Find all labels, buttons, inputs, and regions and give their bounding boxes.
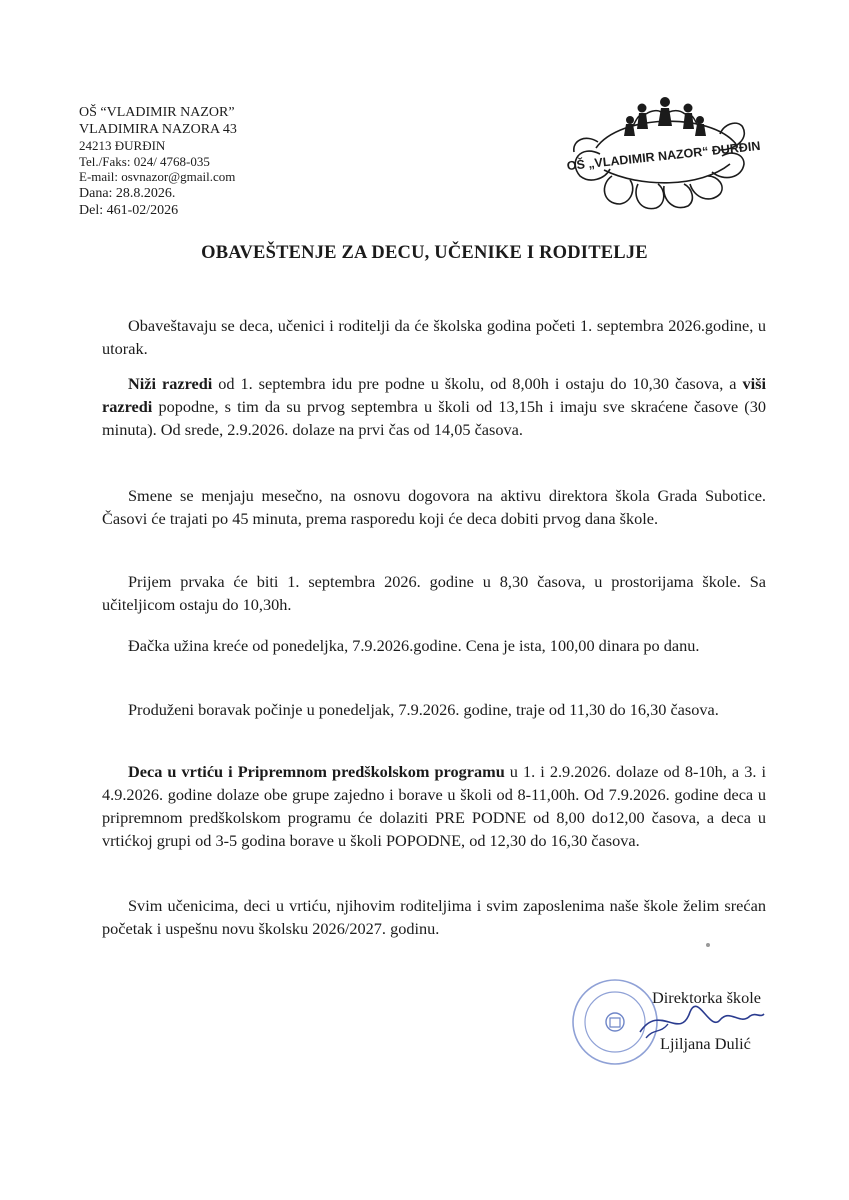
signature-role: Direktorka škole (652, 988, 761, 1007)
logo-text: OŠ „VLADIMIR NAZOR“ ĐURĐIN (566, 138, 762, 174)
paragraph-schedule (102, 372, 766, 441)
school-street: VLADIMIRA NAZORA 43 (79, 122, 237, 137)
school-header (79, 104, 237, 219)
paragraph-start-date: Obaveštavaju se deca, učenici i roditelji da će školska godina početi 1. septembra 2026.godine, u utorak. (102, 316, 766, 358)
school-email: E-mail: osvnazor@gmail.com (79, 169, 236, 185)
school-phone: Tel./Faks: 024/ 4768-035 (79, 153, 210, 169)
signature-block (570, 972, 780, 1082)
lower-grades-label: Niži razredi (128, 374, 213, 393)
paragraph-shifts: Smene se menjaju mesečno, na osnovu dogovora na aktivu direktora škola Grada Subotice. Časovi će trajati po 45 minuta, prema rasporedu koji će deca dobiti prvog dana škole. (102, 486, 766, 528)
signature-name: Ljiljana Dulić (660, 1034, 751, 1053)
document-date: Dana: 28.8.2026. (79, 185, 176, 201)
paragraph-kindergarten (102, 760, 766, 852)
paragraph-extended-stay: Produženi boravak počinje u ponedeljak, 7.9.2026. godine, traje od 11,30 do 16,30 časova. (128, 700, 719, 719)
school-name: OŠ “VLADIMIR NAZOR” (79, 105, 235, 120)
paragraph-greeting: Svim učenicima, deci u vrtiću, njihovim roditeljima i svim zaposlenima naše škole želim srećan početak i uspešnu novu školsku 2026/2027. godinu. (102, 896, 766, 938)
upper-grades-label: viši razredi (102, 374, 766, 416)
document-title: OBAVEŠTENJE ZA DECU, UČENIKE I RODITELJE (201, 243, 648, 263)
kindergarten-text: u 1. i 2.9.2026. dolaze od 8-10h, a 3. i 4.9.2026. godine dolaze obe grupe zajedno i borave u školi od 8-11,00h. Od 7.9.2026. godine deca u pripremnom predškolskom programu će dolaziti PRE PODNE od 8,00 do12,00 časova, a deca u vrtićkoj grupi od 3-5 godina borave u školi POPODNE, od 12,30 do 16,30 časova. (102, 762, 766, 850)
schedule-text-1: od 1. septembra idu pre podne u školu, od 8,00h i ostaju do 10,30 časova, a (212, 374, 743, 393)
school-logo-icon (560, 84, 770, 218)
paragraph-snack: Đačka užina kreće od ponedeljka, 7.9.2026.godine. Cena je ista, 100,00 dinara po danu. (128, 636, 700, 655)
school-city: 24213 ĐURĐIN (79, 138, 166, 153)
document-reference: Del: 461-02/2026 (79, 202, 179, 218)
paragraph-first-graders: Prijem prvaka će biti 1. septembra 2026. godine u 8,30 časova, u prostorijama škole. Sa učiteljicom ostaju do 10,30h. (102, 572, 766, 614)
ink-speck (706, 943, 710, 947)
kindergarten-label: Deca u vrtiću i Pripremnom predškolskom programu (128, 762, 505, 781)
schedule-text-2: popodne, s tim da su prvog septembra u školi od 13,15h i imaju sve skraćene časove (30 minuta). Od srede, 2.9.2026. dolaze na prvi čas od 14,05 časova. (102, 397, 766, 439)
